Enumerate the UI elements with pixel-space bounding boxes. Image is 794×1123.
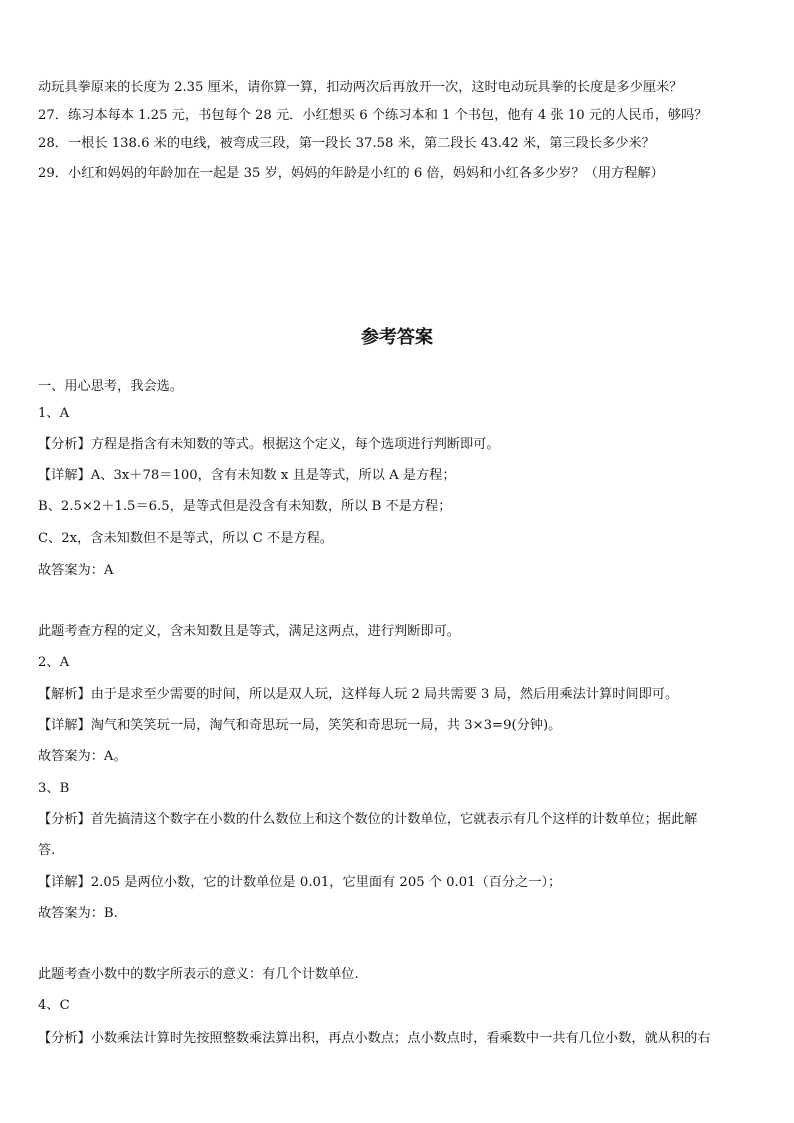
answer-key-title: 参考答案 — [361, 327, 433, 348]
answer-3-analysis-line-2: 答. — [38, 843, 56, 858]
answer-2-conclusion: 故答案为：A。 — [38, 749, 127, 764]
answer-2-detail: 【详解】淘气和笑笑玩一局，淘气和奇思玩一局，笑笑和奇思玩一局，共 3×3=9(分钟)。 — [38, 718, 562, 733]
question-29: 29．小红和妈妈的年龄加在一起是 35 岁，妈妈的年龄是小红的 6 倍，妈妈和小红各多少岁？（用方程解） — [38, 166, 664, 181]
question-27: 27．练习本每本 1.25 元，书包每个 28 元．小红想买 6 个练习本和 1 个书包，他有 4 张 10 元的人民币，够吗？ — [38, 108, 708, 123]
question-26-continuation: 动玩具拳原来的长度为 2.35 厘米，请你算一算，扣动两次后再放开一次，这时电动玩具拳的长度是多少厘米？ — [38, 80, 683, 95]
answer-4-label: 4、C — [38, 998, 70, 1013]
answer-3-conclusion: 故答案为：B. — [38, 906, 118, 921]
answer-1-option-b: B、2.5×2＋1.5＝6.5，是等式但是没含有未知数，所以 B 不是方程； — [38, 499, 452, 514]
answer-1-conclusion: 故答案为：A — [38, 563, 114, 578]
answer-3-analysis-line-1: 【分析】首先搞清这个数字在小数的什么数位上和这个数位的计数单位，它就表示有几个这样的计数单位；据此解 — [38, 812, 698, 827]
answer-3-note: 此题考查小数中的数字所表示的意义：有几个计数单位. — [38, 967, 359, 982]
answer-3-label: 3、B — [38, 781, 70, 796]
answer-1-option-c: C、2x，含未知数但不是等式，所以 C 不是方程。 — [38, 531, 333, 546]
answer-2-analysis: 【解析】由于是求至少需要的时间，所以是双人玩，这样每人玩 2 局共需要 3 局，然后用乘法计算时间即可。 — [38, 687, 679, 702]
answer-1-label: 1、A — [38, 406, 70, 421]
answer-2-label: 2、A — [38, 655, 70, 670]
answer-1-detail: 【详解】A、3x＋78＝100，含有未知数 x 且是等式，所以 A 是方程； — [38, 468, 456, 483]
question-28: 28．一根长 138.6 米的电线，被弯成三段，第一段长 37.58 米，第二段长 43.42 米，第三段长多少米？ — [38, 136, 655, 151]
section-heading: 一、用心思考，我会选。 — [38, 379, 184, 394]
answer-4-analysis: 【分析】小数乘法计算时先按照整数乘法算出积，再点小数点；点小数点时，看乘数中一共有几位小数，就从积的右 — [38, 1031, 711, 1046]
answer-3-detail: 【详解】2.05 是两位小数，它的计数单位是 0.01，它里面有 205 个 0.01（百分之一）； — [38, 875, 562, 890]
answer-1-note: 此题考查方程的定义，含未知数且是等式，满足这两点，进行判断即可。 — [38, 624, 460, 639]
answer-1-analysis: 【分析】方程是指含有未知数的等式。根据这个定义，每个选项进行判断即可。 — [38, 437, 500, 452]
